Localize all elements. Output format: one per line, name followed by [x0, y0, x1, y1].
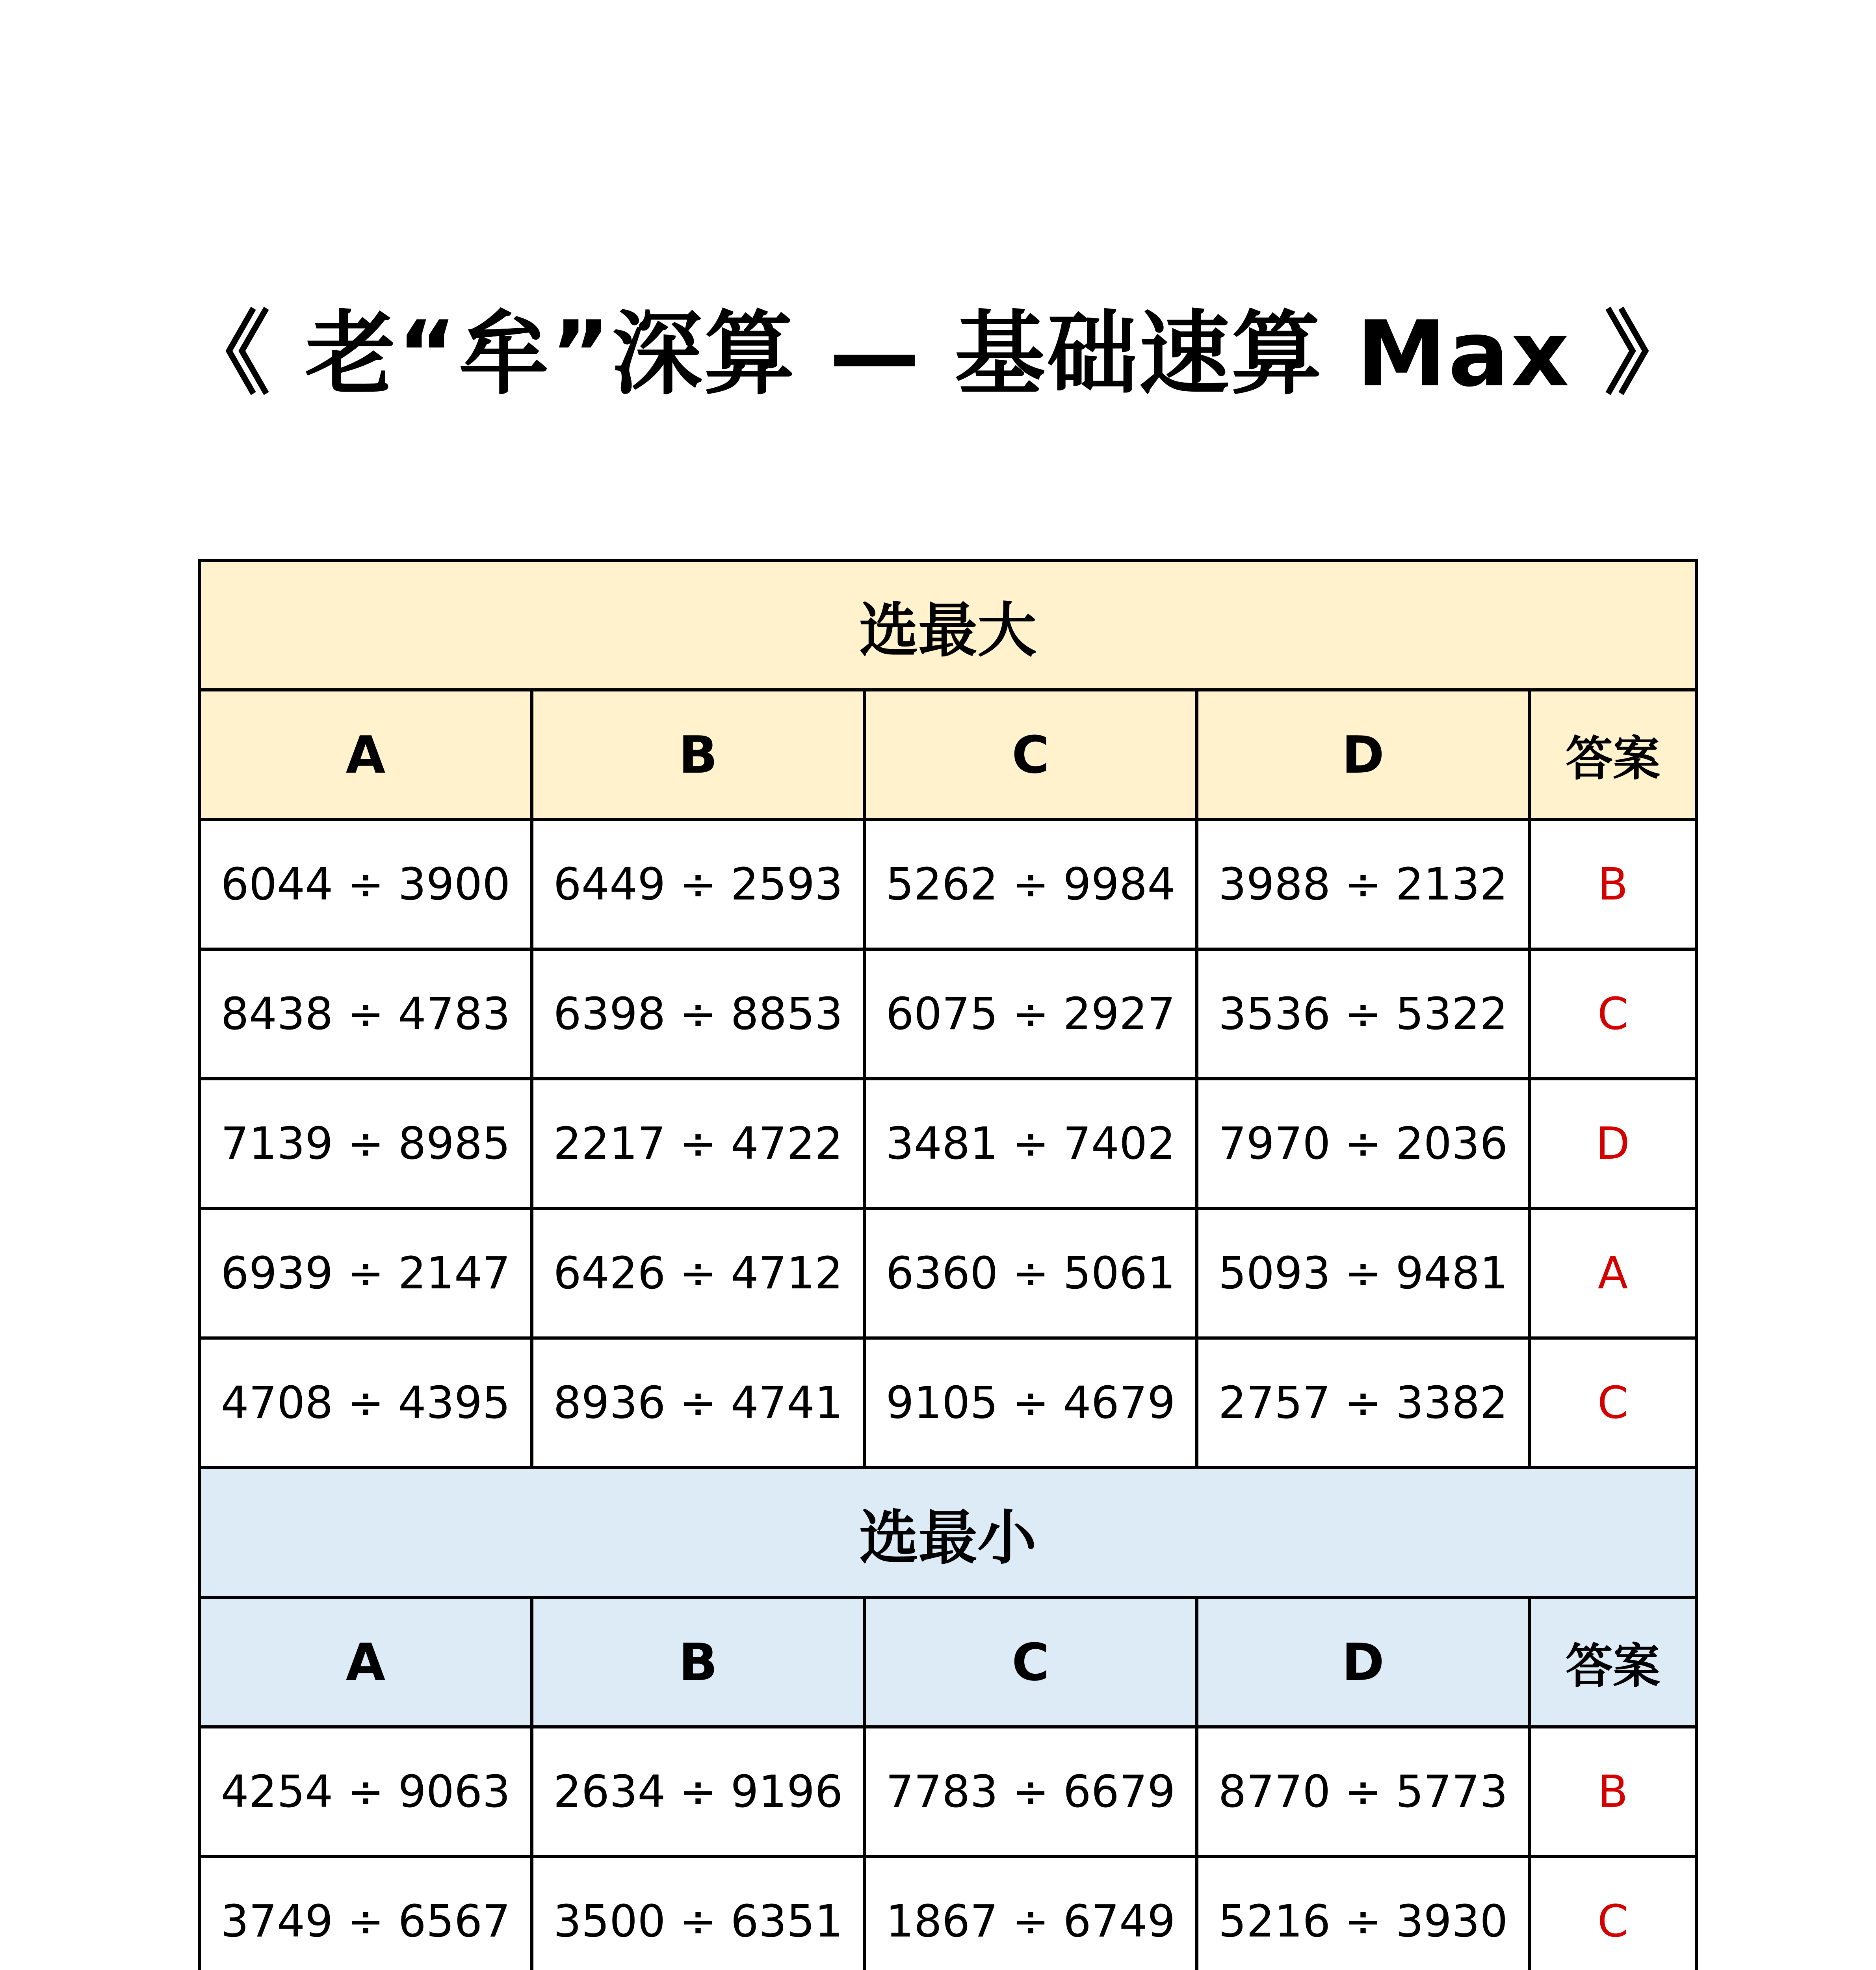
quiz-table [198, 559, 1698, 1970]
option-d-cell: 7970 ÷ 2036 [1197, 1079, 1529, 1208]
option-a-cell: 8438 ÷ 4783 [199, 949, 532, 1079]
column-header-row [199, 690, 1696, 820]
option-d-cell: 5093 ÷ 9481 [1197, 1208, 1529, 1338]
answer-cell: C [1529, 949, 1696, 1079]
option-c-cell: 1867 ÷ 6749 [864, 1857, 1197, 1970]
option-a-cell: 6044 ÷ 3900 [199, 820, 532, 949]
option-c-cell: 6360 ÷ 5061 [864, 1208, 1197, 1338]
column-header-d: D [1197, 690, 1529, 820]
section-heading-max: 选最大 [199, 560, 1696, 690]
option-a-cell: 7139 ÷ 8985 [199, 1079, 532, 1208]
answer-cell: C [1529, 1857, 1696, 1970]
column-header-answer: 答案 [1529, 690, 1696, 820]
column-header-b: B [532, 690, 864, 820]
table-row [199, 1208, 1696, 1338]
column-header-a: A [199, 1597, 532, 1727]
page-title: 《 老“牟”深算 — 基础速算 Max 》 [180, 302, 1696, 407]
column-header-answer: 答案 [1529, 1597, 1696, 1727]
option-b-cell: 6426 ÷ 4712 [532, 1208, 864, 1338]
option-d-cell: 8770 ÷ 5773 [1197, 1727, 1529, 1857]
option-a-cell: 4708 ÷ 4395 [199, 1338, 532, 1468]
table-row [199, 1338, 1696, 1468]
option-d-cell: 2757 ÷ 3382 [1197, 1338, 1529, 1468]
table-row [199, 820, 1696, 949]
column-header-a: A [199, 690, 532, 820]
table-row [199, 1079, 1696, 1208]
answer-cell: C [1529, 1338, 1696, 1468]
option-a-cell: 6939 ÷ 2147 [199, 1208, 532, 1338]
column-header-row [199, 1597, 1696, 1727]
option-c-cell: 7783 ÷ 6679 [864, 1727, 1197, 1857]
answer-cell: B [1529, 1727, 1696, 1857]
option-d-cell: 5216 ÷ 3930 [1197, 1857, 1529, 1970]
option-c-cell: 3481 ÷ 7402 [864, 1079, 1197, 1208]
option-c-cell: 6075 ÷ 2927 [864, 949, 1197, 1079]
option-b-cell: 6449 ÷ 2593 [532, 820, 864, 949]
table-row [199, 1857, 1696, 1970]
option-b-cell: 2217 ÷ 4722 [532, 1079, 864, 1208]
column-header-c: C [864, 690, 1197, 820]
column-header-b: B [532, 1597, 864, 1727]
column-header-c: C [864, 1597, 1197, 1727]
option-c-cell: 9105 ÷ 4679 [864, 1338, 1197, 1468]
option-b-cell: 2634 ÷ 9196 [532, 1727, 864, 1857]
answer-cell: A [1529, 1208, 1696, 1338]
section-heading-row [199, 560, 1696, 690]
answer-cell: D [1529, 1079, 1696, 1208]
option-b-cell: 8936 ÷ 4741 [532, 1338, 864, 1468]
option-b-cell: 3500 ÷ 6351 [532, 1857, 864, 1970]
column-header-d: D [1197, 1597, 1529, 1727]
section-heading-min: 选最小 [199, 1468, 1696, 1597]
option-b-cell: 6398 ÷ 8853 [532, 949, 864, 1079]
option-a-cell: 3749 ÷ 6567 [199, 1857, 532, 1970]
option-c-cell: 5262 ÷ 9984 [864, 820, 1197, 949]
option-d-cell: 3988 ÷ 2132 [1197, 820, 1529, 949]
table-row [199, 949, 1696, 1079]
table-row [199, 1727, 1696, 1857]
option-d-cell: 3536 ÷ 5322 [1197, 949, 1529, 1079]
section-heading-row [199, 1468, 1696, 1597]
answer-cell: B [1529, 820, 1696, 949]
option-a-cell: 4254 ÷ 9063 [199, 1727, 532, 1857]
